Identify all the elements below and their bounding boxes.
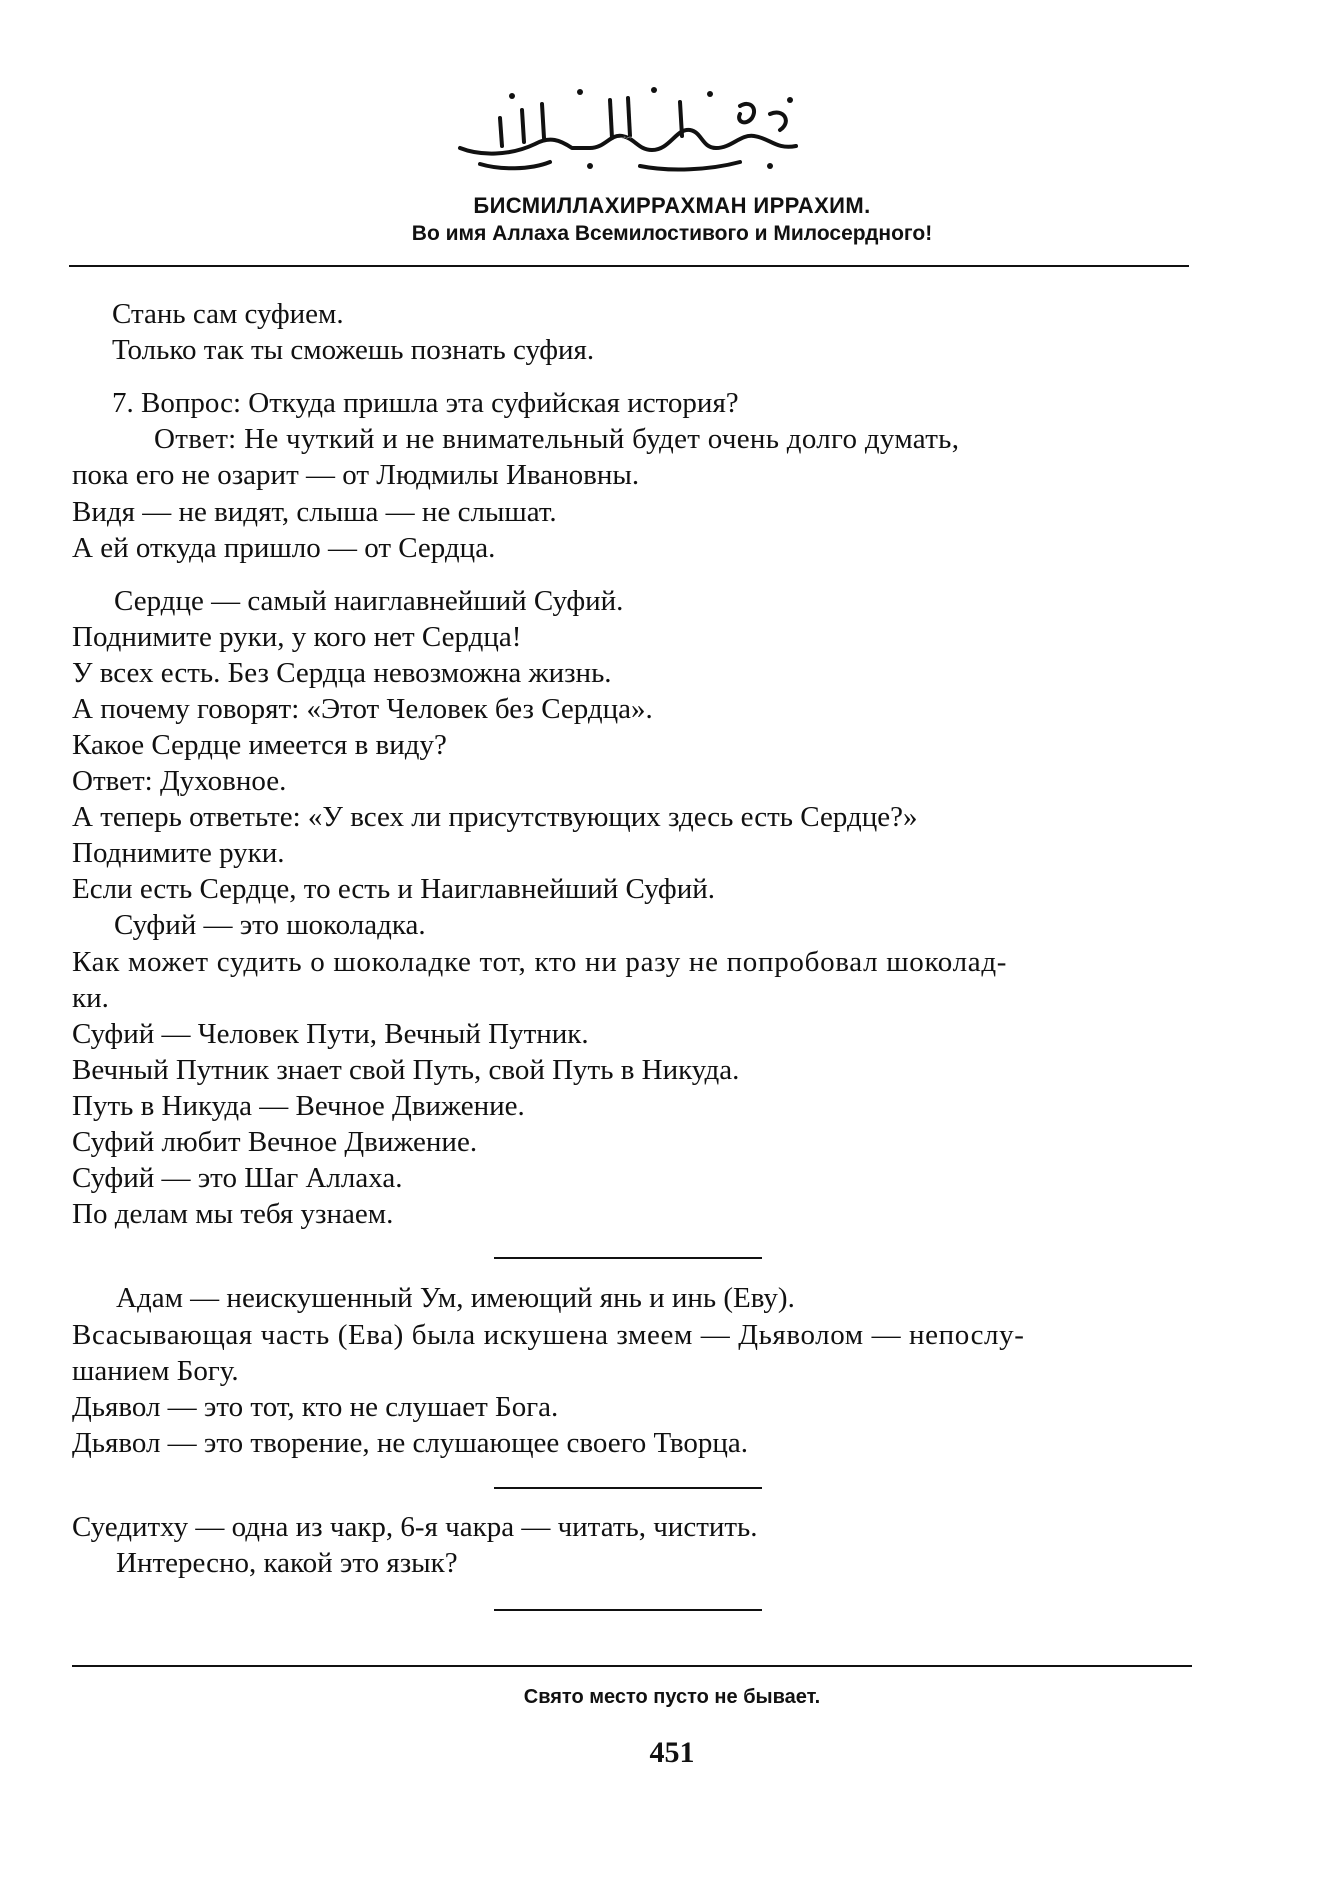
body-line: Как может судить о шоколадке тот, кто ни разу не попробовал шоколад-: [72, 946, 1008, 978]
body-line: Суфий — Человек Пути, Вечный Путник.: [72, 1018, 589, 1050]
body-line: пока его не озарит — от Людмилы Ивановны.: [72, 459, 640, 491]
body-line: Поднимите руки, у кого нет Сердца!: [72, 621, 522, 653]
body-line: Всасывающая часть (Ева) была искушена змеем — Дьяволом — непослу-: [72, 1319, 1025, 1351]
header-rule: [69, 265, 1189, 267]
header-title: БИСМИЛЛАХИРРАХМАН ИРРАХИМ.: [473, 193, 871, 218]
body-line: шанием Богу.: [72, 1355, 239, 1387]
body-line: По делам мы тебя узнаем.: [72, 1198, 394, 1230]
body-line: Стань сам суфием.: [112, 298, 344, 330]
body-line: Если есть Сердце, то есть и Наиглавнейший Суфий.: [72, 873, 715, 905]
body-line: Ответ: Не чуткий и не внимательный будет очень долго думать,: [154, 423, 960, 455]
body-line: Сердце — самый наиглавнейший Суфий.: [114, 585, 624, 617]
body-line: Путь в Никуда — Вечное Движение.: [72, 1090, 525, 1122]
body-line: Интересно, какой это язык?: [116, 1547, 458, 1579]
body-line: Суфий любит Вечное Движение.: [72, 1126, 478, 1158]
footer-rule: [72, 1665, 1192, 1667]
body-line: ки.: [72, 982, 109, 1014]
body-line: Ответ: Духовное.: [72, 765, 287, 797]
basmala-arabic-text: بِسْمِ اللَّهِ الرَّحْمَنِ الرَّحِيمِ: [620, 137, 640, 139]
section-separator: [494, 1487, 762, 1489]
body-line: Дьявол — это творение, не слушающее своего Творца.: [72, 1427, 748, 1459]
body-line: Дьявол — это тот, кто не слушает Бога.: [72, 1391, 559, 1423]
body-line: А теперь ответьте: «У всех ли присутствующих здесь есть Сердце?»: [72, 801, 918, 833]
body-line: Адам — неискушенный Ум, имеющий янь и инь (Еву).: [116, 1282, 795, 1314]
basmala-calligraphy-icon: [440, 78, 820, 174]
body-line: А ей откуда пришло — от Сердца.: [72, 532, 496, 564]
section-separator: [494, 1609, 762, 1611]
body-line: У всех есть. Без Сердца невозможна жизнь.: [72, 657, 612, 689]
body-line: А почему говорят: «Этот Человек без Сердца».: [72, 693, 653, 725]
body-line: Суфий — это шоколадка.: [114, 909, 426, 941]
body-line: Видя — не видят, слыша — не слышат.: [72, 496, 557, 528]
section-separator: [494, 1257, 762, 1259]
body-line: Поднимите руки.: [72, 837, 285, 869]
body-line: 7. Вопрос: Откуда пришла эта суфийская история?: [112, 387, 739, 419]
body-line: Только так ты сможешь познать суфия.: [112, 334, 595, 366]
body-line: Суедитху — одна из чакр, 6-я чакра — читать, чистить.: [72, 1511, 758, 1543]
header-subtitle: Во имя Аллаха Всемилостивого и Милосердного!: [411, 222, 933, 245]
body-line: Вечный Путник знает свой Путь, свой Путь в Никуда.: [72, 1054, 740, 1086]
body-line: Какое Сердце имеется в виду?: [72, 729, 447, 761]
page-number: 451: [649, 1736, 695, 1769]
footer-proverb: Свято место пусто не бывает.: [523, 1686, 821, 1708]
body-line: Суфий — это Шаг Аллаха.: [72, 1162, 403, 1194]
